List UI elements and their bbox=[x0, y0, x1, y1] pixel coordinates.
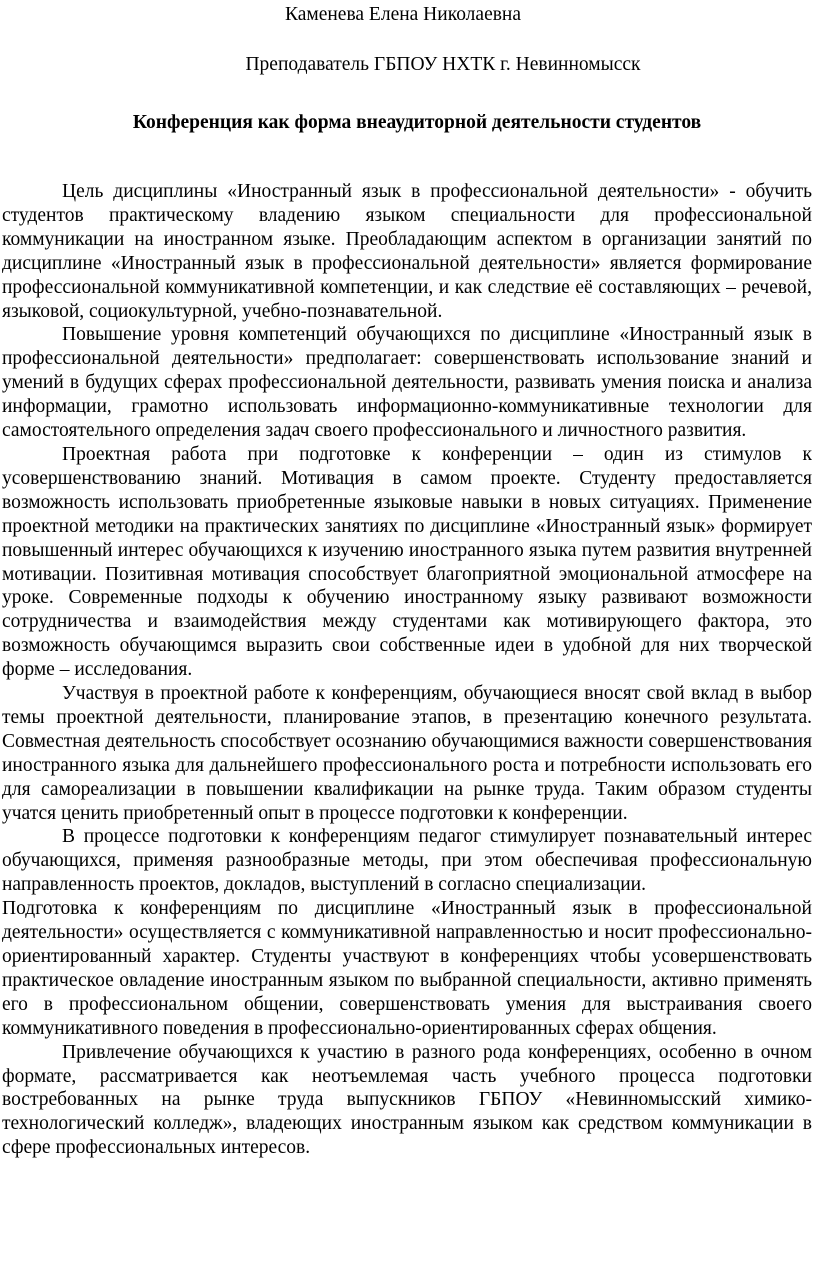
paragraph: Участвуя в проектной работе к конференциям, обучающиеся вносят свой вклад в выбор темы проектной деятельности, планирование этапов, в презентацию конечного результата. Совместная деятельность способствует осознанию обучающимися важности совершенствования иностранного языка для дальнейшего профессионального роста и потребности использовать его для самореализации в повышении квалификации на рынке труда. Таким образом студенты учатся ценить приобретенный опыт в процессе подготовки к конференции. bbox=[2, 683, 812, 824]
paragraph: Подготовка к конференциям по дисциплине «Иностранный язык в профессиональной деятельности» осуществляется с коммуникативной направленностью и носит профессионально-ориентированный характер. Студенты участвуют в конференциях чтобы усовершенствовать практическое овладение иностранным языком по выбранной специальности, активно применять его в профессиональном общении, совершенствовать умения для выстраивания своего коммуникативного поведения в профессионально-ориентированных сферах общения. bbox=[2, 898, 812, 1039]
author-position: Преподаватель ГБПОУ НХТК г. Невинномысск bbox=[245, 54, 641, 75]
paragraph: Проектная работа при подготовке к конференции – один из стимулов к усовершенствованию знаний. Мотивация в самом проекте. Студенту предоставляется возможность использовать приобретенные языковые навыки в новых ситуациях. Применение проектной методики на практических занятиях по дисциплине «Иностранный язык» формирует повышенный интерес обучающихся к изучению иностранного языка путем развития внутренней мотивации. Позитивная мотивация способствует благоприятной эмоциональной атмосфере на уроке. Современные подходы к обучению иностранному языку развивают возможности сотрудничества и взаимодействия между студентами как мотивирующего фактора, это возможность обучающимся выразить свои собственные идеи в удобной для них творческой форме – исследования. bbox=[2, 443, 812, 681]
author-name: Каменева Елена Николаевна bbox=[284, 4, 522, 25]
paragraph: Повышение уровня компетенций обучающихся по дисциплине «Иностранный язык в профессиональной деятельности» предполагает: совершенствовать использование знаний и умений в будущих сферах профессиональной деятельности, развивать умения поиска и анализа информации, грамотно использовать информационно-коммуникативные технологии для самостоятельного определения задач своего профессионального и личностного развития. bbox=[2, 324, 812, 442]
paragraph: Цель дисциплины «Иностранный язык в профессиональной деятельности» - обучить студентов практическому владению языком специальности для профессиональной коммуникации на иностранном языке. Преобладающим аспектом в организации занятий по дисциплине «Иностранный язык в профессиональной деятельности» является формирование профессиональной коммуникативной компетенции, и как следствие её составляющих – речевой, языковой, социокультурной, учебно-познавательной. bbox=[2, 181, 812, 322]
document-title: Конференция как форма внеаудиторной деятельности студентов bbox=[132, 112, 702, 133]
paragraph: Привлечение обучающихся к участию в разного рода конференциях, особенно в очном формате, рассматривается как неотъемлемая часть учебного процесса подготовки востребованных на рынке труда выпускников ГБПОУ «Невинномысский химико-технологический колледж», владеющих иностранным языком как средством коммуникации в сфере профессиональных интересов. bbox=[2, 1041, 812, 1159]
paragraph: В процессе подготовки к конференциям педагог стимулирует познавательный интерес обучающихся, применяя разнообразные методы, при этом обеспечивая профессиональную направленность проектов, докладов, выступлений в согласно специализации. bbox=[2, 826, 812, 896]
document-body bbox=[2, 180, 812, 1160]
